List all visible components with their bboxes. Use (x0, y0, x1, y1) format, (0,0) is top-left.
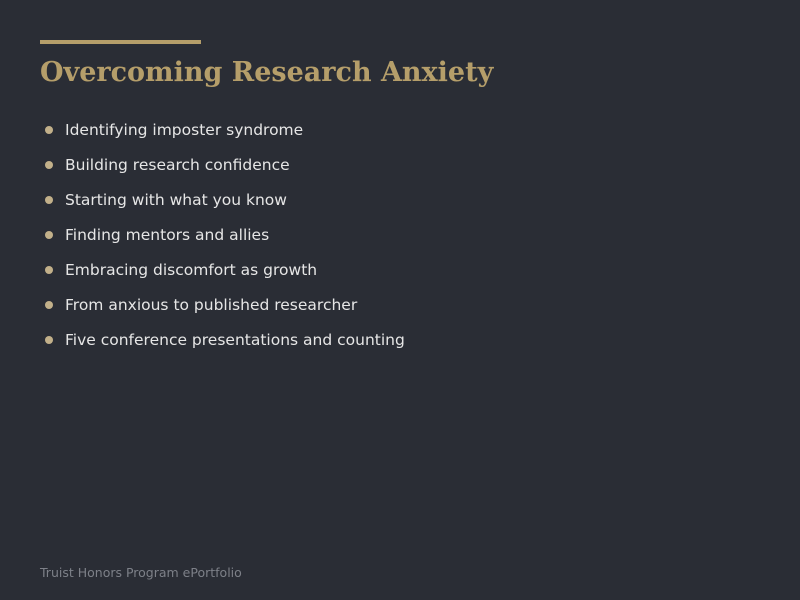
slide-footer: Truist Honors Program ePortfolio (40, 565, 242, 580)
bullet-text: Finding mentors and allies (65, 225, 270, 244)
bullet-dot-icon (45, 301, 53, 309)
bullet-text: Embracing discomfort as growth (65, 260, 318, 279)
bullet-item (40, 252, 405, 287)
bullet-item (40, 217, 405, 252)
bullet-item (40, 147, 405, 182)
bullet-dot-icon (45, 336, 53, 344)
bullet-list (40, 112, 405, 357)
bullet-text: Five conference presentations and counting (65, 330, 405, 349)
bullet-text: Identifying imposter syndrome (65, 120, 304, 139)
bullet-dot-icon (45, 196, 53, 204)
bullet-item (40, 322, 405, 357)
slide-title: Overcoming Research Anxiety (40, 57, 494, 88)
bullet-dot-icon (45, 126, 53, 134)
bullet-text: Starting with what you know (65, 190, 287, 209)
bullet-dot-icon (45, 231, 53, 239)
bullet-text: Building research confidence (65, 155, 290, 174)
bullet-dot-icon (45, 266, 53, 274)
bullet-dot-icon (45, 161, 53, 169)
title-accent-bar (40, 40, 201, 44)
bullet-item (40, 287, 405, 322)
bullet-item (40, 182, 405, 217)
bullet-item (40, 112, 405, 147)
bullet-text: From anxious to published researcher (65, 295, 358, 314)
